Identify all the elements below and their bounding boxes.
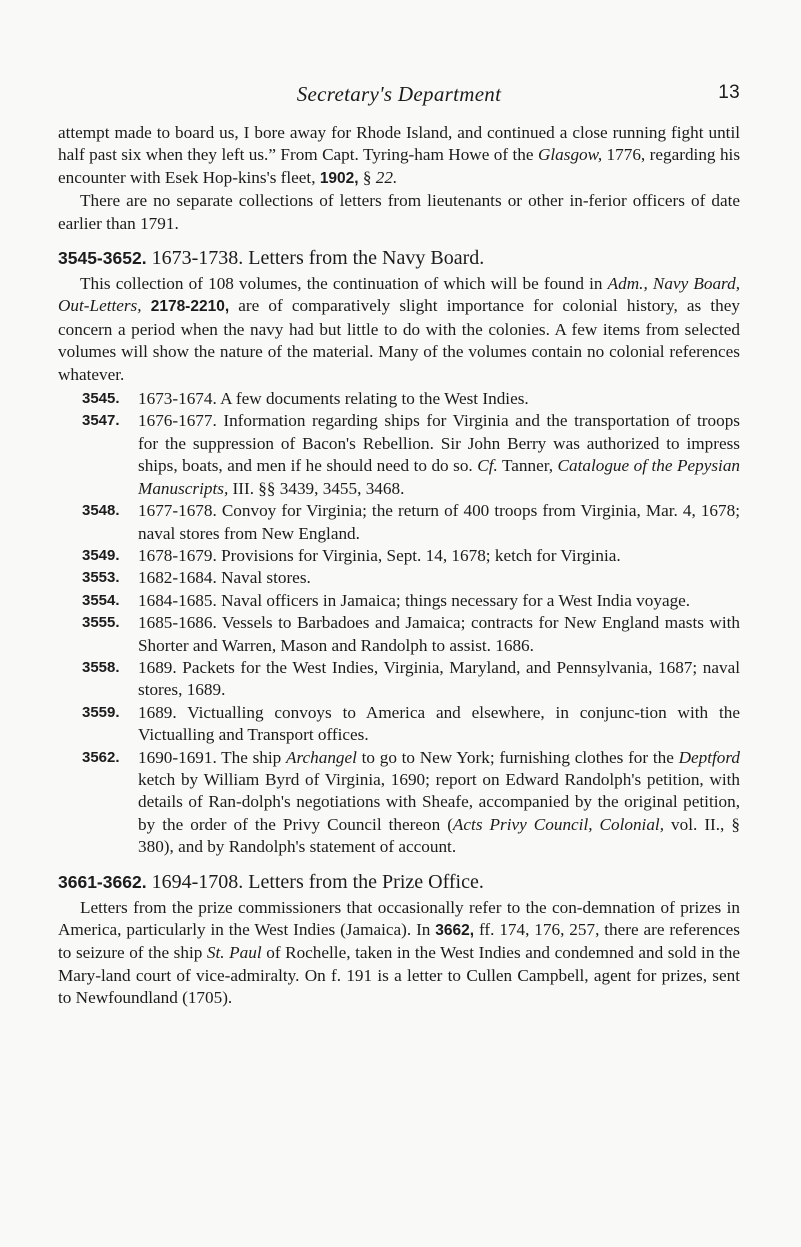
section2-text-a: Letters from the prize commissioners that occasionally refer to the con-demnation of prizes in America, particularly in the West Indies (Jamaica). In bbox=[58, 897, 740, 939]
list-item bbox=[58, 388, 740, 410]
entry-number: 3548. bbox=[82, 502, 120, 520]
entry-number: 3553. bbox=[82, 569, 120, 587]
section2-ship-name: St. Paul bbox=[206, 943, 262, 963]
intro-section-number: 22. bbox=[375, 167, 398, 187]
entry-list bbox=[58, 388, 740, 859]
entry-number: 3549. bbox=[82, 546, 120, 564]
list-item bbox=[58, 590, 740, 612]
section2-paragraph bbox=[58, 897, 740, 1010]
section-heading-navy-board bbox=[58, 245, 740, 271]
entry-text-part: ketch by William Byrd of Virginia, 1690; report on Edward Randolph's petition, with details of Ran-dolph's negotiations with Sheafe, accompanied by the original petition, by the order of the Privy Council thereon ( bbox=[138, 769, 740, 834]
list-item bbox=[58, 657, 740, 702]
section2-ref: 3662, bbox=[435, 922, 475, 939]
entry-text: 1689. Victualling convoys to America and elsewhere, in conjunc-tion with the Victualling and Transport offices. bbox=[138, 702, 740, 745]
entry-text-part: 1676-1677. Information regarding ships for Virginia and the transportation of troops for the suppression of Bacon's Rebellion. Sir John Berry was authorized to impress ships, boats, and men if he should need to do so. bbox=[138, 411, 740, 476]
entry-text: 1689. Packets for the West Indies, Virginia, Maryland, and Pennsylvania, 1687; naval stores, 1689. bbox=[138, 657, 740, 700]
section1-ref: 2178-2210, bbox=[141, 298, 230, 316]
list-item bbox=[58, 567, 740, 589]
section-heading-prize-office bbox=[58, 869, 740, 895]
section2-text-c: of Rochelle, taken in the West Indies and condemned and sold in the Mary-land court of vice-admiralty. On f. 191 is a letter to Cullen Campbell, agent for prizes, sent to Newfoundland (1705). bbox=[58, 943, 740, 1008]
list-item bbox=[58, 612, 740, 657]
intro-text-c: § bbox=[358, 167, 376, 187]
entry-number: 3555. bbox=[82, 614, 120, 632]
intro-text-b: 1776, regarding his encounter with Esek Hop-kins's fleet, bbox=[58, 145, 741, 187]
section1-title: 1673-1738. Letters from the Navy Board. bbox=[146, 247, 485, 270]
list-item bbox=[58, 545, 740, 567]
entry-text-part: 1690-1691. The ship bbox=[138, 747, 286, 767]
entry-number: 3558. bbox=[82, 658, 120, 676]
entry-cf: Cf. bbox=[477, 456, 498, 476]
list-item bbox=[58, 747, 740, 859]
entry-text: 1677-1678. Convoy for Virginia; the return of 400 troops from Virginia, Mar. 4, 1678; naval stores from New England. bbox=[138, 501, 740, 543]
entry-text: 1682-1684. Naval stores. bbox=[138, 568, 311, 588]
section1-range: 3545-3652. bbox=[58, 248, 147, 269]
entry-number: 3554. bbox=[82, 591, 120, 609]
entry-text-part: Tanner, bbox=[497, 456, 558, 476]
entry-text: 1673-1674. A few documents relating to the West Indies. bbox=[138, 389, 529, 409]
header-title: Secretary's Department bbox=[296, 82, 502, 106]
intro-paragraph-1 bbox=[58, 122, 740, 190]
section2-text-b: ff. 174, 176, 257, there are references to seizure of the ship bbox=[58, 920, 740, 963]
section2-title: 1694-1708. Letters from the Prize Office. bbox=[146, 870, 484, 893]
entry-number: 3545. bbox=[82, 390, 120, 408]
intro-paragraph-2: There are no separate collections of letters from lieutenants or other in-ferior officers of date earlier than 1791. bbox=[58, 191, 740, 233]
entry-number: 3547. bbox=[82, 412, 120, 430]
section2-range: 3661-3662. bbox=[58, 871, 147, 892]
section1-text-a: This collection of 108 volumes, the continuation of which will be found in bbox=[80, 274, 608, 294]
page-body bbox=[58, 122, 740, 1010]
page bbox=[58, 82, 741, 1008]
entry-text-part: to go to New York; furnishing clothes for the bbox=[356, 747, 679, 767]
entry-text bbox=[138, 747, 740, 859]
list-item bbox=[58, 410, 740, 500]
page-number: 13 bbox=[718, 82, 740, 103]
intro-ref-number: 1902, bbox=[319, 169, 359, 187]
entry-number: 3559. bbox=[82, 703, 120, 721]
entry-italic-title: Acts Privy Council, Colonial, bbox=[452, 814, 664, 834]
entry-text bbox=[138, 410, 740, 500]
entry-ship-name: Deptford bbox=[678, 747, 740, 767]
list-item bbox=[58, 702, 740, 747]
entry-italic-title: Catalogue of the Pepysian Manuscripts, bbox=[138, 456, 741, 498]
entry-text: 1684-1685. Naval officers in Jamaica; things necessary for a West India voyage. bbox=[138, 590, 691, 610]
section1-paragraph bbox=[58, 273, 740, 386]
entry-number: 3562. bbox=[82, 748, 120, 766]
list-item bbox=[58, 500, 740, 545]
entry-text: 1678-1679. Provisions for Virginia, Sept. 14, 1678; ketch for Virginia. bbox=[138, 545, 621, 565]
section1-text-b: are of comparatively slight importance for colonial history, as they concern a period when the navy had but little to do with the colonies. A few items from selected volumes will show the nature of the material. Many of the volumes contain no colonial references whatever. bbox=[58, 296, 740, 384]
section1-italic: Adm., Navy Board, Out-Letters, bbox=[58, 274, 740, 316]
entry-text: 1685-1686. Vessels to Barbadoes and Jamaica; contracts for New England masts with Shorter and Warren, Mason and Randolph to assist. 1686. bbox=[138, 613, 740, 655]
intro-ship-name: Glasgow, bbox=[537, 145, 603, 165]
intro-text-a: attempt made to board us, I bore away for Rhode Island, and continued a close running fight until half past six when they left us.” From Capt. Tyring-ham Howe of the bbox=[58, 123, 740, 165]
entry-text-part: III. §§ 3439, 3455, 3468. bbox=[228, 478, 405, 498]
entry-ship-name: Archangel bbox=[285, 747, 357, 767]
entry-text-part: vol. II., § 380), and by Randolph's statement of account. bbox=[138, 814, 740, 857]
running-header bbox=[58, 82, 740, 116]
